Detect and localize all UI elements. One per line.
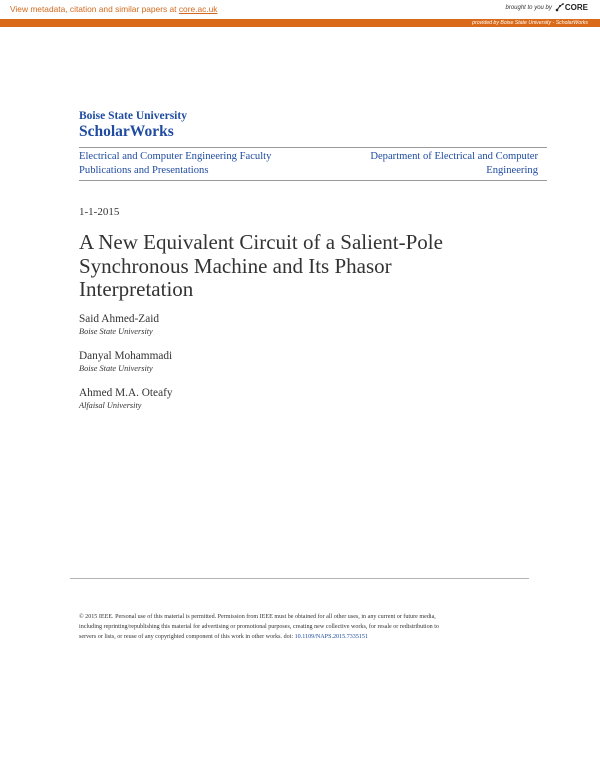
core-link[interactable]: core.ac.uk <box>178 4 218 14</box>
collection-divider <box>79 180 547 181</box>
department-link[interactable] <box>318 150 538 177</box>
author-block <box>79 312 159 337</box>
repository-logo[interactable] <box>79 110 187 140</box>
view-metadata-text: View metadata, citation and similar papers at <box>10 4 179 14</box>
author-affiliation: Boise State University <box>79 327 153 336</box>
copyright-line-2: including reprinting/republishing this material for advertising or promotional purposes, creating new collective works, for resale or redistribution to <box>79 624 439 631</box>
copyright-line-3-text: servers or lists, or reuse of any copyrighted component of this work in other works. doi: <box>79 634 295 641</box>
author-affiliation: Boise State University <box>79 364 153 373</box>
footer-divider <box>70 578 529 579</box>
brought-text: brought to you by <box>505 4 552 11</box>
title-line-2: Synchronous Machine and Its Phasor <box>79 253 392 278</box>
collection-line-2: Publications and Presentations <box>79 164 209 176</box>
collection-line-1: Electrical and Computer Engineering Faculty <box>79 151 272 162</box>
institution-name: Boise State University <box>79 110 187 122</box>
author-block <box>79 386 173 411</box>
core-provided-bar <box>0 19 600 27</box>
author-affiliation: Alfaisal University <box>79 401 142 410</box>
author-block <box>79 349 172 374</box>
collection-link[interactable] <box>79 150 319 177</box>
doi-link[interactable]: 10.1109/NAPS.2015.7335151 <box>294 634 369 641</box>
author-name[interactable]: Ahmed M.A. Oteafy <box>79 387 173 399</box>
publication-date: 1-1-2015 <box>79 206 120 218</box>
department-line-1: Department of Electrical and Computer <box>370 151 538 162</box>
core-banner <box>0 0 600 19</box>
department-line-2: Engineering <box>486 164 538 176</box>
provided-by-text[interactable]: provided by Boise State University - ScholarWorks <box>472 20 588 26</box>
copyright-notice <box>79 612 529 643</box>
site-name: ScholarWorks <box>79 123 174 140</box>
paper-title <box>79 231 479 302</box>
core-logo <box>555 3 588 12</box>
author-name[interactable]: Danyal Mohammadi <box>79 350 173 362</box>
core-label: CORE <box>564 3 588 12</box>
title-line-3: Interpretation <box>79 277 194 301</box>
copyright-line-1: © 2015 IEEE. Personal use of this material is permitted. Permission from IEEE must be obtained for all other uses, in any current or future media, <box>79 614 436 620</box>
top-divider <box>79 147 547 148</box>
author-name[interactable]: Said Ahmed-Zaid <box>79 313 160 325</box>
brought-to-you-by[interactable] <box>506 3 589 12</box>
copyright-line-3 <box>79 632 529 642</box>
core-icon <box>555 3 564 12</box>
view-metadata-notice <box>10 4 217 14</box>
title-line-1: A New Equivalent Circuit of a Salient-Pole <box>79 230 443 254</box>
